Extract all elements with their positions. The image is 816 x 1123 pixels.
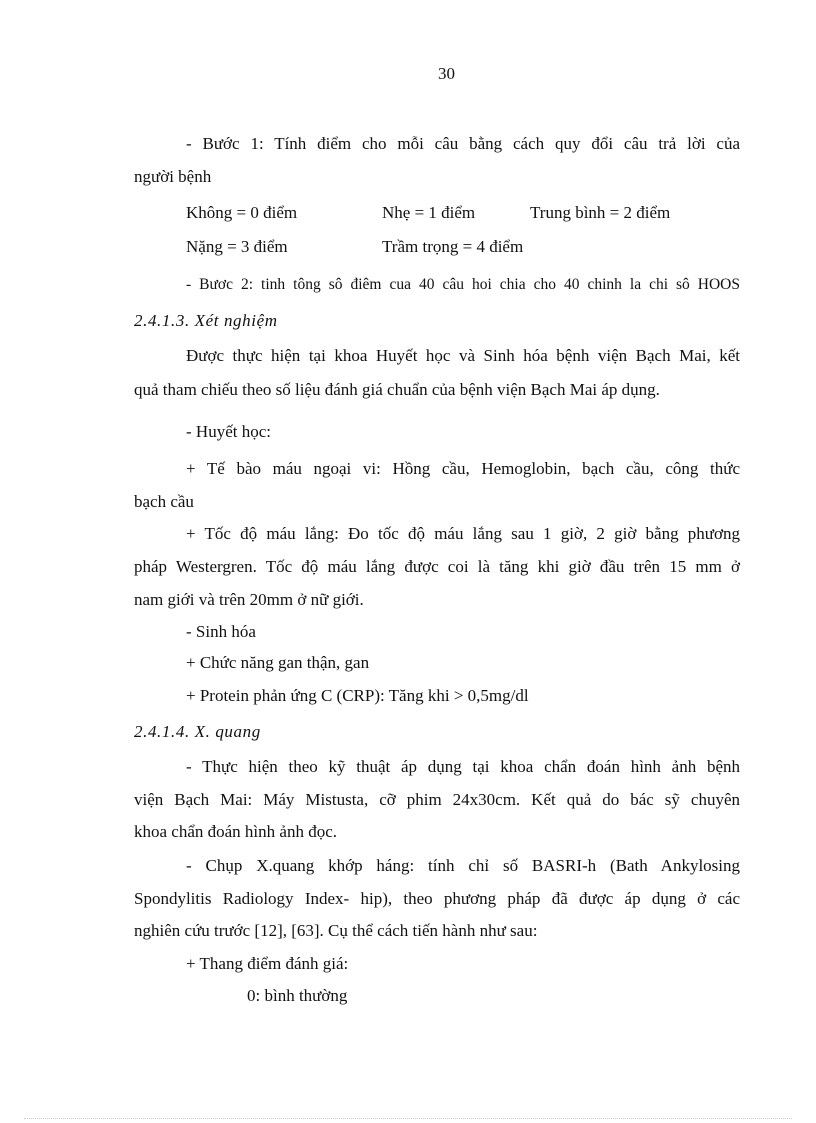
esr-line3: nam giới và trên 20mm ở nữ giới. bbox=[134, 590, 364, 609]
esr-line1: + Tốc độ máu lắng: Đo tốc độ máu lắng sau 1 giờ, 2 giờ bằng phương bbox=[186, 524, 740, 543]
section-title-xray: 2.4.1.4. X. quang bbox=[134, 722, 261, 741]
score-severe: Nặng = 3 điểm bbox=[186, 237, 288, 256]
xray-para2-line1: - Chụp X.quang khớp háng: tính chỉ số BASRI-h (Bath Ankylosing bbox=[186, 856, 740, 875]
crp-line: + Protein phản ứng C (CRP): Tăng khi > 0,5mg/dl bbox=[186, 686, 529, 705]
page-number: 30 bbox=[438, 64, 455, 83]
xray-para2-line2: Spondylitis Radiology Index- hip), theo phương pháp đã được áp dụng ở các bbox=[134, 889, 740, 908]
section-title-lab: 2.4.1.3. Xét nghiệm bbox=[134, 311, 278, 330]
scale-label: + Thang điểm đánh giá: bbox=[186, 954, 349, 973]
score-mild: Nhẹ = 1 điểm bbox=[382, 203, 476, 222]
hematology-label: - Huyết học: bbox=[186, 422, 271, 441]
step2-line: - Bươc 2: tinh tông sô điêm cua 40 câu hoi chia cho 40 chinh la chi sô HOOS bbox=[186, 276, 740, 293]
step1-line1: - Bước 1: Tính điểm cho mỗi câu bằng cách quy đổi câu trả lời của bbox=[186, 134, 740, 153]
biochem-label: - Sinh hóa bbox=[186, 622, 256, 641]
footer-dotted-rule bbox=[24, 1118, 792, 1119]
esr-line2: pháp Westergren. Tốc độ máu lắng được coi là tăng khi giờ đầu trên 15 mm ở bbox=[134, 557, 740, 576]
xray-para1-line1: - Thực hiện theo kỹ thuật áp dụng tại khoa chẩn đoán hình ảnh bệnh bbox=[186, 757, 740, 776]
xray-para1-line3: khoa chẩn đoán hình ảnh đọc. bbox=[134, 822, 337, 841]
step1-line2: người bệnh bbox=[134, 167, 212, 186]
xray-para1-line2: viện Bạch Mai: Máy Mistusta, cỡ phim 24x30cm. Kết quả do bác sỹ chuyên bbox=[134, 790, 740, 809]
lab-para-line1: Được thực hiện tại khoa Huyết học và Sinh hóa bệnh viện Bạch Mai, kết bbox=[186, 346, 740, 365]
blood-cells-line2: bạch cầu bbox=[134, 492, 194, 511]
blood-cells-line1: + Tế bào máu ngoại vi: Hồng cầu, Hemoglobin, bạch cầu, công thức bbox=[186, 459, 740, 478]
xray-para2-line3: nghiên cứu trước [12], [63]. Cụ thể cách tiến hành như sau: bbox=[134, 921, 538, 940]
score-moderate: Trung bình = 2 điểm bbox=[530, 203, 671, 222]
lab-para-line2: quả tham chiếu theo số liệu đánh giá chuẩn của bệnh viện Bạch Mai áp dụng. bbox=[134, 380, 660, 399]
scale-item-0: 0: bình thường bbox=[247, 986, 348, 1005]
liver-kidney-line: + Chức năng gan thận, gan bbox=[186, 653, 370, 672]
score-extreme: Trầm trọng = 4 điểm bbox=[382, 237, 524, 256]
score-none: Không = 0 điểm bbox=[186, 203, 298, 222]
